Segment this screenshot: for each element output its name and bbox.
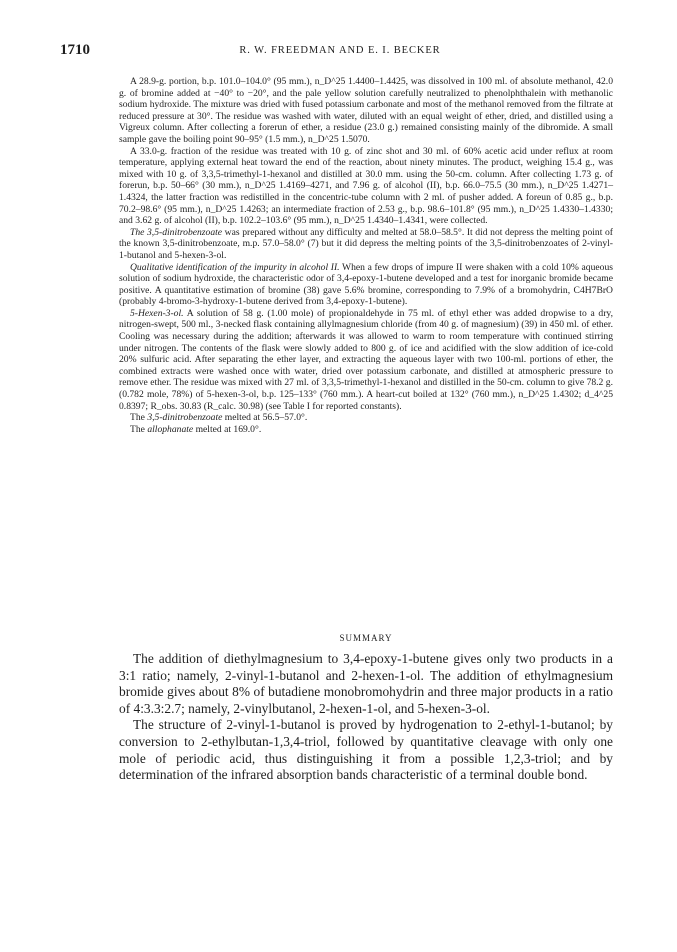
paragraph-hexenol	[119, 308, 613, 412]
hexenol-text: A solution of 58 g. (1.00 mole) of propionaldehyde in 75 ml. of ethyl ether was added dropwise to a dry, nitrogen-swept, 500 ml., 3-necked flask containing allylmagnesium chloride (from 40 g. of magnesium) (39) in 450 ml. of ether. Cooling was necessary during the addition; afterwards it was allowed to warm to room temperature with continued stirring under nitrogen. The contents of the flask were slowly added to 800 g. of ice and acidified with the slow addition of ice-cold 20% sulfuric acid. After separating the ether layer, and extracting the aqueous layer with two 100-ml. portions of ether, the combined extracts were washed once with water, dried over potassium carbonate, and distilled at atmospheric pressure to remove ether. The residue was mixed with 27 ml. of 3,3,5-trimethyl-1-hexanol and distilled in the 50-cm. column to give 78.2 g. (0.782 mole, 78%) of 5-hexen-3-ol, b.p. 125–133° (760 mm.). A heart-cut boiled at 132° (760 mm.), n_D^25 1.4302; d_4^25 0.8397; R_obs. 30.83 (R_calc. 30.98) (see Table I for reported constants).	[119, 307, 613, 412]
paragraph-zinc-debromination: A 33.0-g. fraction of the residue was treated with 10 g. of zinc shot and 30 ml. of 60% acetic acid under reflux at room temperature, applying external heat toward the end of the reaction, about ninety minutes. The product, weighing 15.4 g., was mixed with 10 g. of 3,3,5-trimethyl-1-hexanol and distilled at 30.0 mm. using the 50-cm. column. After collecting 1.73 g. of forerun, b.p. 50–66° (30 mm.), n_D^25 1.4169–4271, and 7.96 g. of alcohol (II), b.p. 66.0–75.5 (30 mm.), n_D^25 1.4271–1.4324, the latter fraction was redistilled in the concentric-tube column with 2 ml. of pusher added. A foreun of 0.85 g., b.p. 70.2–98.6° (95 mm.), n_D^25 1.4263; an intermediate fraction of 2.53 g., b.p. 98.6–101.8° (95 mm.), n_D^25 1.4330–1.4330; and 3.62 g. of alcohol (II), b.p. 102.2–103.6° (95 mm.), n_D^25 1.4340–1.4341, were collected.	[119, 145, 613, 227]
page-number: 1710	[60, 42, 90, 58]
page-header	[60, 42, 620, 62]
summary-paragraph-1: The addition of diethylmagnesium to 3,4-epoxy-1-butene gives only two products in a 3:1 ratio; namely, 2-vinyl-1-butanol and 2-hexen-1-ol. The addition of ethylmagnesium bromide gives about 8% of butadiene monobromohydrin and three major products in a ratio of 4:3.3:2.7; namely, 2-vinylbutanol, 2-hexen-1-ol, and 5-hexen-3-ol.	[119, 651, 613, 716]
dinitrobenzoate-text: was prepared without any difficulty and melted at 58.0–58.5°. It did not depress the melting point of the known 3,5-dinitrobenzoate, m.p. 57.0–58.0° (7) but it did depress the melting points of the 3,5-dinitrobenzoates of 2-vinyl-1-butanol and 5-hexen-3-ol.	[119, 226, 613, 261]
summary-paragraph-2: The structure of 2-vinyl-1-butanol is proved by hydrogenation to 2-ethyl-1-butanol; by conversion to 2-ethylbutan-1,3,4-triol, followed by quantitative cleavage with only one mole of periodic acid, thus distinguishing it from a possible 1,2,3-triol; and by determination of the infrared absorption bands characteristic of a terminal double bond.	[119, 717, 613, 783]
paragraph-allophanate	[119, 424, 613, 436]
paragraph-bromination: A 28.9-g. portion, b.p. 101.0–104.0° (95 mm.), n_D^25 1.4400–1.4425, was dissolved in 100 ml. of absolute methanol, 42.0 g. of bromine added at −40° to −20°, and the pale yellow solution carefully neutralized to phenolphthalein with methanolic sodium hydroxide. The mixture was dried with fused potassium carbonate and most of the methanol removed from the filtrate at reduced pressure at 30°. The residue was washed with water, diluted with an equal weight of ether, dried, and distilled using a Vigreux column. After collecting a forerun of ether, a residue (23.0 g.) remained consisting mainly of the dibromide. A small sample gave the boiling point 90–95° (1.5 mm.), n_D^25 1.5070.	[119, 76, 613, 145]
allophanate-pre: The	[130, 423, 148, 435]
impurity-text: When a few drops of impure II were shaken with a cold 10% aqueous solution of sodium hydroxide, the characteristic odor of 3,4-epoxy-1-butene developed and a test for inorganic bromide became positive. A quantitative estimation of bromine (38) gave 5.6% bromine, corresponding to 7.9% of a bromohydrin, C4H7BrO (probably 4-bromo-3-hydroxy-1-butene derived from 3,4-epoxy-1-butene).	[119, 261, 613, 308]
paragraph-hexenol-dinitrobenzoate	[119, 412, 613, 424]
allophanate-term: allophanate	[147, 423, 194, 435]
experimental-section	[119, 76, 613, 435]
hexenol-dinitrobenzoate-text: melted at 56.5–57.0°.	[222, 412, 308, 424]
hexenol-heading: 5-Hexen-3-ol.	[130, 307, 184, 319]
paragraph-impurity-identification	[119, 262, 613, 308]
summary-heading: SUMMARY	[339, 633, 393, 643]
hexenol-dinitrobenzoate-term: 3,5-dinitrobenzoate	[147, 412, 223, 424]
hexenol-dinitrobenzoate-pre: The	[130, 412, 148, 424]
paragraph-dinitrobenzoate	[119, 227, 613, 262]
dinitrobenzoate-heading: The 3,5-dinitrobenzoate	[130, 226, 223, 238]
summary-section	[119, 651, 613, 784]
running-head: R. W. FREEDMAN AND E. I. BECKER	[239, 45, 441, 56]
impurity-heading: Qualitative identification of the impurity in alcohol II.	[130, 261, 340, 273]
allophanate-text: melted at 169.0°.	[193, 423, 262, 435]
